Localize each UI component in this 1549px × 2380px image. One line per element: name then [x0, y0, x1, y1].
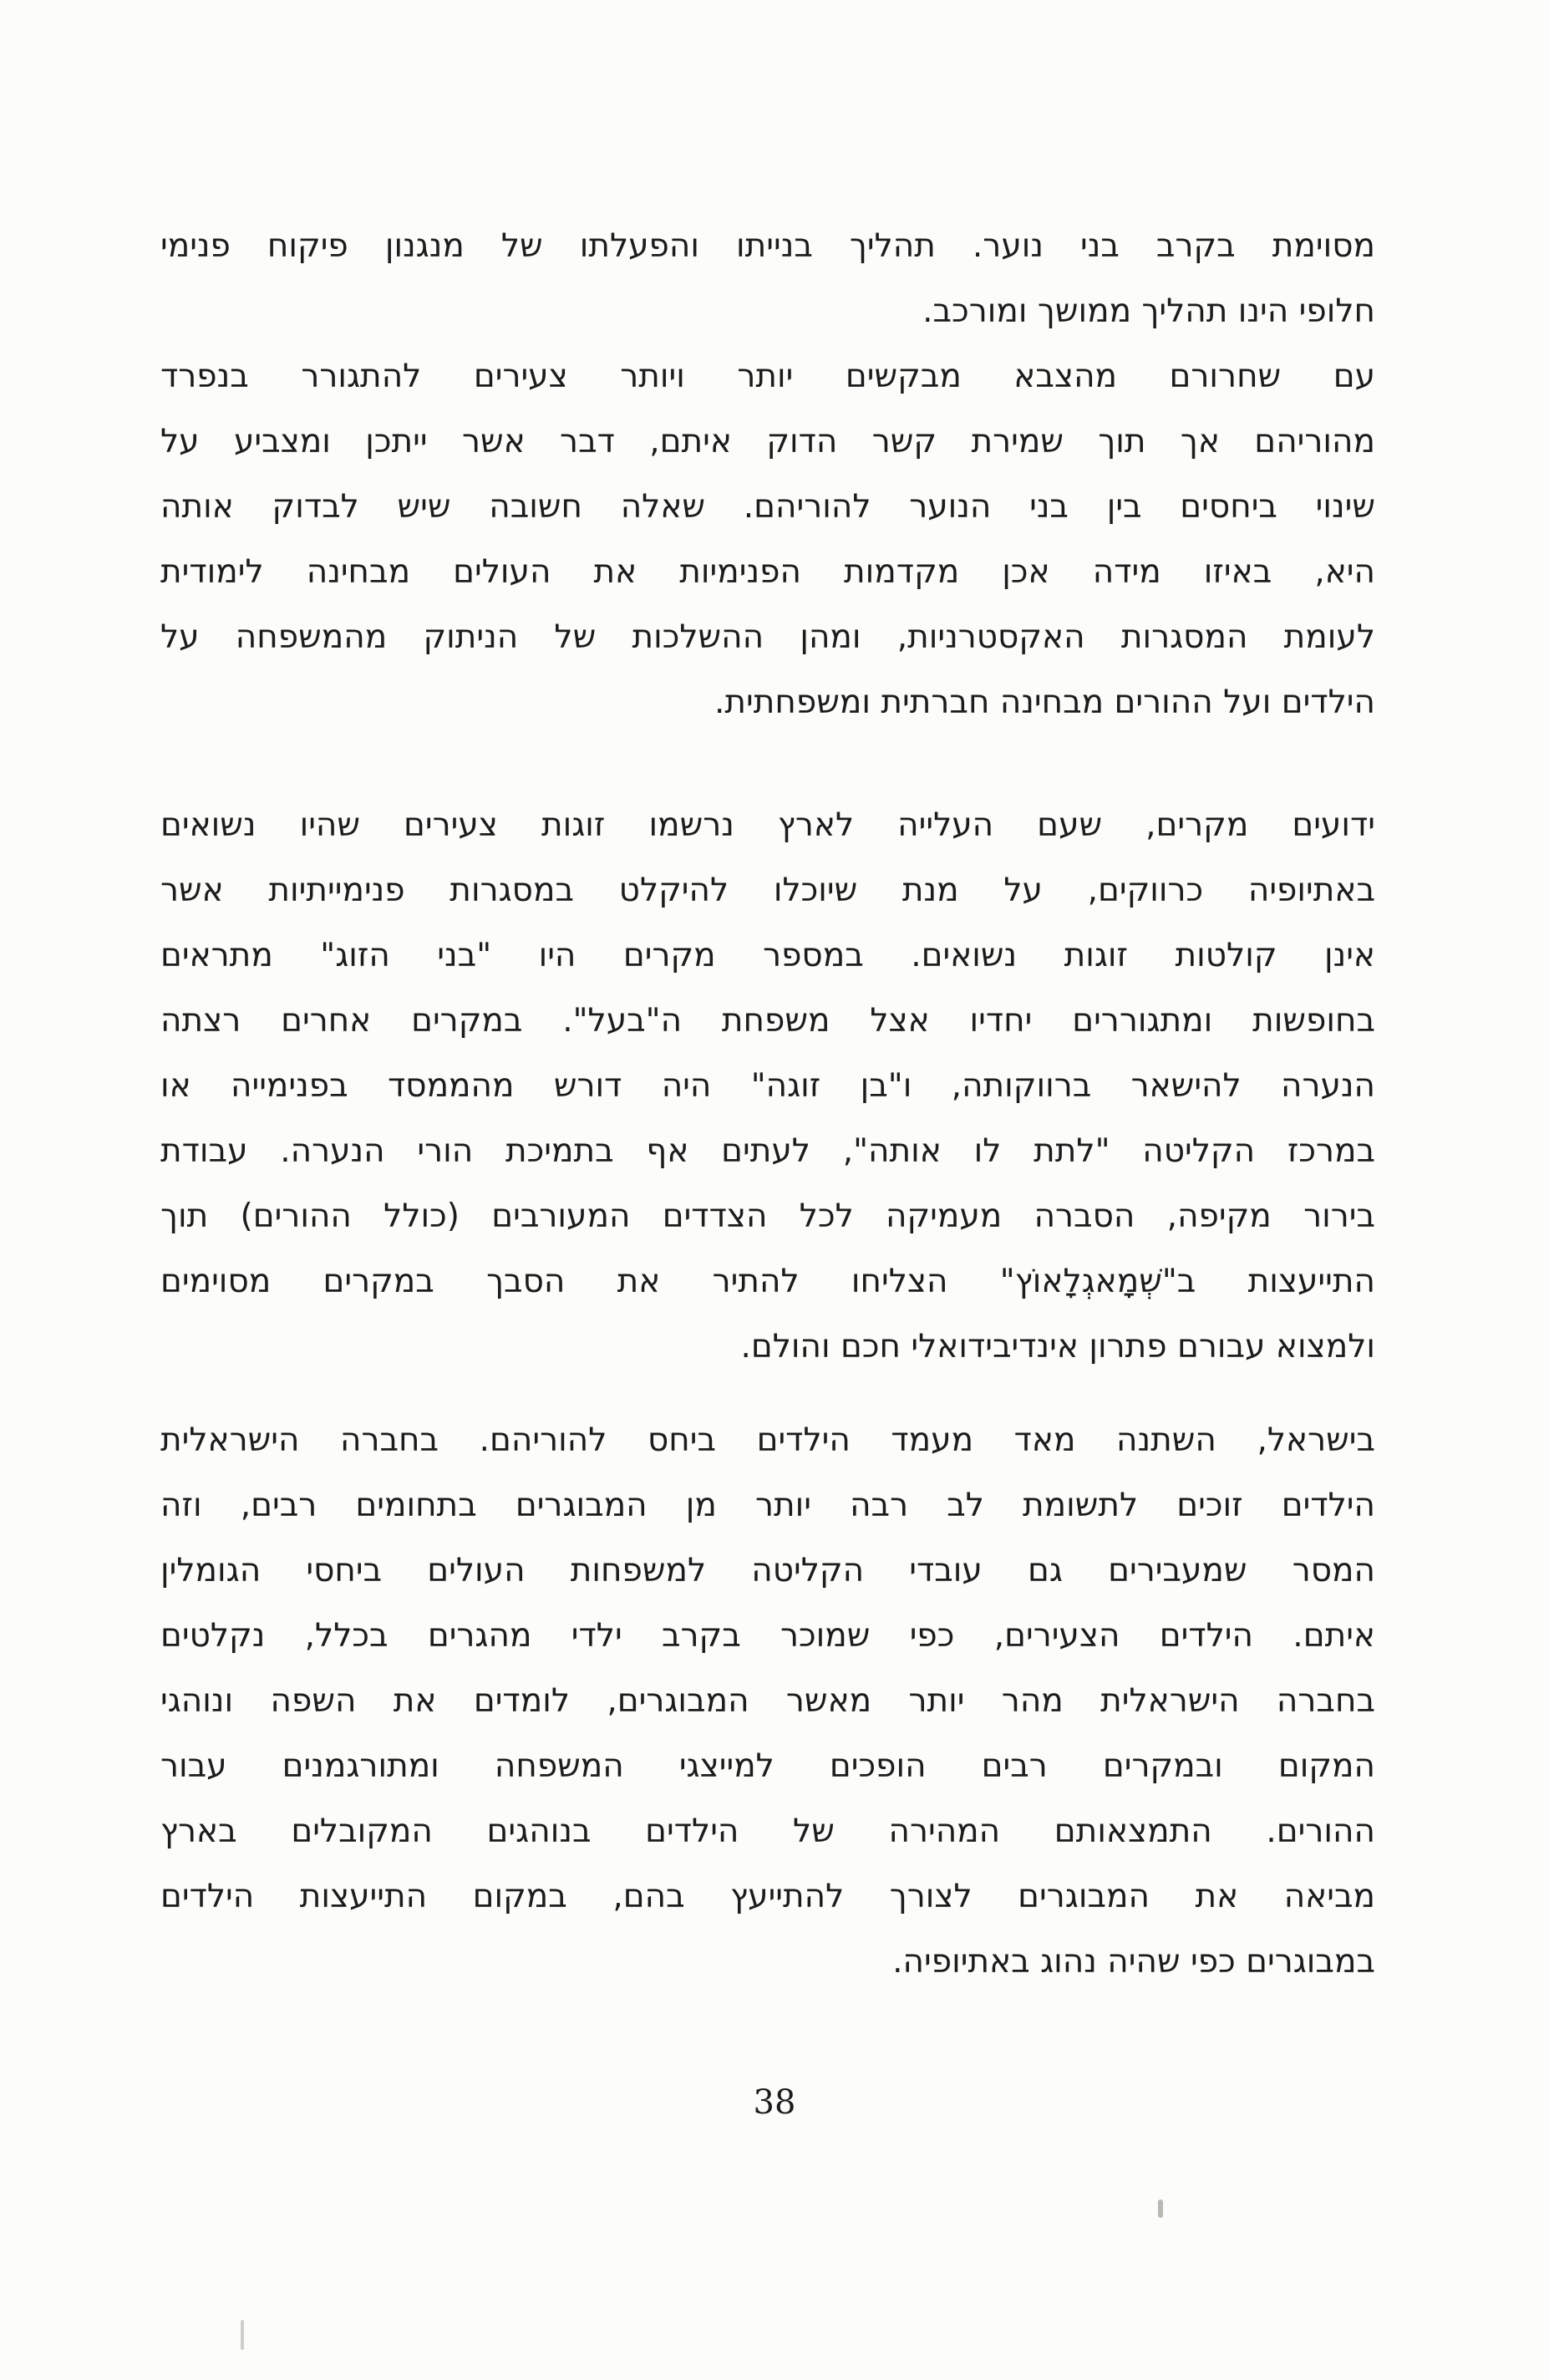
page-number: 38: [753, 2083, 796, 2122]
text-line: בירור מקיפה, הסברה מעמיקה לכל הצדדים המעורבים (כולל ההורים) תוך: [160, 1198, 1375, 1235]
text-line: חלופי הינו תהליך ממושך ומורכב.: [922, 292, 1375, 330]
text-line: הנערה להישאר ברווקותה, ו"בן זוגה" היה דורש מהממסד בפנימייה או: [160, 1067, 1375, 1105]
text-line: המקום ובמקרים רבים הופכים למייצגי המשפחה ומתורגמנים עבור: [160, 1747, 1375, 1785]
text-line: שינוי ביחסים בין בני הנוער להוריהם. שאלה חשובה שיש לבדוק אותה: [160, 488, 1375, 526]
text-line: ידועים מקרים, שעם העלייה לארץ נרשמו זוגות צעירים שהיו נשואים: [160, 806, 1375, 844]
text-line: באתיופיה כרווקים, על מנת שיוכלו להיקלט במסגרות פנימייתיות אשר: [160, 872, 1375, 909]
text-line: במרכז הקליטה "לתת לו אותה", לעתים אף בתמיכת הורי הנערה. עבודת: [160, 1132, 1375, 1170]
text-line: בחברה הישראלית מהר יותר מאשר המבוגרים, לומדים את השפה ונוהגי: [160, 1682, 1375, 1720]
text-line: הילדים זוכים לתשומת לב רבה יותר מן המבוגרים בתחומים רבים, וזה: [160, 1487, 1375, 1524]
text-line: המסר שמעבירים גם עובדי הקליטה למשפחות העולים ביחסי הגומלין: [160, 1552, 1375, 1589]
text-line: ולמצוא עבורם פתרון אינדיבידואלי חכם והולם.: [740, 1328, 1375, 1365]
text-line: מביאה את המבוגרים לצורך להתייעץ בהם, במקום התייעצות הילדים: [160, 1878, 1375, 1915]
text-line: הילדים ועל ההורים מבחינה חברתית ומשפחתית.: [714, 684, 1375, 721]
text-line: היא, באיזו מידה אכן מקדמות הפנימיות את העולים מבחינה לימודית: [160, 553, 1375, 591]
text-line: ההורים. התמצאותם המהירה של הילדים בנוהגים המקובלים בארץ: [160, 1813, 1375, 1850]
text-line: התייעצות ב"שְׁמָאגְלָאוֹץ" הצליחו להתיר את הסבך במקרים מסוימים: [160, 1263, 1375, 1300]
text-line: במבוגרים כפי שהיה נהוג באתיופיה.: [892, 1943, 1375, 1981]
paragraph-1: [160, 214, 1375, 735]
text-line: בחופשות ומתגוררים יחדיו אצל משפחת ה"בעל". במקרים אחרים רצתה: [160, 1002, 1375, 1040]
text-line: עם שחרורם מהצבא מבקשים יותר ויותר צעירים להתגורר בנפרד: [160, 358, 1375, 395]
text-line: מסוימת בקרב בני נוער. תהליך בנייתו והפעלתו של מנגנון פיקוח פנימי: [160, 227, 1375, 265]
paragraph-3: [160, 1408, 1375, 1995]
text-line: אינן קולטות זוגות נשואים. במספר מקרים היו "בני הזוג" מתראים: [160, 937, 1375, 974]
text-line: מהוריהם אך תוך שמירת קשר הדוק איתם, דבר אשר ייתכן ומצביע על: [160, 423, 1375, 460]
scan-speck: [1158, 2199, 1163, 2218]
text-line: לעומת המסגרות האקסטרניות, ומהן ההשלכות של הניתוק מהמשפחה על: [160, 618, 1375, 656]
paragraph-2: [160, 793, 1375, 1380]
text-line: איתם. הילדים הצעירים, כפי שמוכר בקרב ילדי מהגרים בכלל, נקלטים: [160, 1617, 1375, 1655]
text-line: בישראל, השתנה מאד מעמד הילדים ביחס להוריהם. בחברה הישראלית: [160, 1421, 1375, 1459]
scan-speck: [241, 2320, 244, 2350]
